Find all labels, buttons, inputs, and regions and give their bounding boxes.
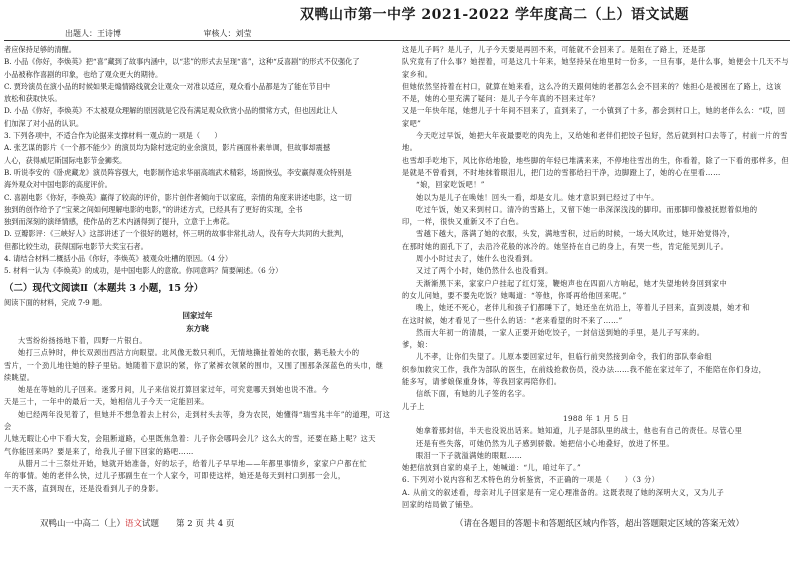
- text-line: 她拿着那封信，半天也没说出话来。她知道，儿子是部队里的战士，他也有自己的责任。尽管心里: [416, 426, 743, 436]
- text-line: 印，一样，很快又重新又不了白色。: [402, 217, 524, 227]
- text-line: 气你能回来吗？要是来了，给我儿子留下回家的路吧……: [4, 446, 194, 456]
- text-line: 今天吃过早饭，她把大年夜最要吃的肉先上，又给她和老伴们把饺子包好，然后就到村口去等了，村前一片的雪地。: [402, 131, 788, 153]
- text-line: 周小小时过去了，她什么也没看到。: [416, 254, 538, 264]
- author-label: 出题人：王诗博: [65, 29, 121, 38]
- text-line: 但都比较生动，获得国际电影节大奖宝石者。: [4, 241, 148, 251]
- story-author: 东方晓: [186, 323, 209, 333]
- text-line: D. 小品《你好，李焕英》不太被观众理解的原因就是它没有满足观众欣赏小品的惯常方式，但也因此让人: [4, 106, 338, 116]
- text-line: 她打三点钟时，伸长双颈出西沽方向眼望。北风像无数只利爪，无情地撕扯着她的衣服，鹅毛般大小的: [18, 348, 360, 358]
- text-line: B. 小品《你好，李焕英》把“喜”藏到了故事内涵中，以“悲”的形式去呈现“喜”，这种“反喜剧”的形式不仅强化了: [4, 57, 360, 67]
- text-line: 续眺望。: [4, 372, 35, 382]
- text-line: 她以为是儿子在唤她！回头一看，却是女儿。她才意识到已经过了中午。: [416, 192, 659, 202]
- section-heading: （二）现代文阅读Ⅱ（本题共 3 小题，15 分）: [4, 282, 204, 294]
- text-line: 从腊月二十三祭灶开始，她就开始准备，好的坛子，给着儿子早早地——年都里事情乡，家家户户都在忙: [18, 458, 368, 468]
- right-text-lines: [402, 44, 790, 510]
- text-line: 晚上，她还不死心，老伴儿和孩子们都睡下了，她还坐在炕沿上，等着儿子回来，直到凌晨，她才和: [416, 303, 750, 313]
- story-title: 回家过年: [182, 310, 213, 320]
- text-line: 儿她无暇让心中下看大发，会阻断道路，心里既焦急着：儿子你会哪吗会儿？这么大的雪，还要在路上呢？这天: [4, 434, 376, 444]
- exam-title: 双鸭山市第一中学 2021-2022 学年度高二（上）语文试题: [300, 7, 689, 23]
- text-line: 然而大年初一的清晨，一家人正要开始吃饺子，一封信送到她的手里，是儿子写来的。: [416, 327, 705, 337]
- text-line: 雪越下越大，落满了她的衣服，头发，满地雪积，过后的时候，一场大风吹过，她开始觉得冷，: [416, 229, 735, 239]
- footer-subject: 语文: [125, 519, 143, 529]
- page-header: [0, 0, 794, 48]
- text-line: 是就是不曾看到，不时地抹着眼泪儿，把门边的雪都给扫干净，边脚蹬上了，她的心在里看……: [402, 167, 721, 177]
- text-line: 的女儿问她，要不要先吃饭？她喝道：“等他，你哥再给他回来呢。”: [402, 290, 627, 300]
- text-line: 一天不落，直到现在，还是没看到儿子的身影。: [4, 483, 164, 493]
- text-line: 天是三十，一年中的最后一天，她相信儿子今天一定能回来。: [4, 397, 209, 407]
- text-line: 大雪纷纷扬扬地下着，四野一片银白。: [18, 335, 147, 345]
- text-line: 者应保持足够的清醒。: [4, 45, 76, 54]
- text-line: 回家的结局做了铺垫。: [402, 499, 478, 509]
- text-line: 放松和获取快乐。: [4, 94, 62, 104]
- text-line: 4. 请结合材料二概括小品《你好，李焕英》被观众吐槽的原因。（4 分）: [4, 254, 233, 264]
- exam-meta: [65, 28, 332, 39]
- left-column: [4, 44, 391, 510]
- text-line: 能多写，请爹娘保重身体，等我回家再陪你们。: [402, 377, 562, 387]
- text-line: 雪片，一个劲儿地往她的脖子里钻。她随着下意识的紧，你了紧裤衣领紧的围巾，又围了围那条深蓝色的头巾，继: [4, 360, 384, 370]
- text-line: 又过了两个小时，她仍然什么也没看到。: [416, 266, 553, 276]
- text-line: 儿子上: [402, 401, 425, 411]
- text-line: 还是有些失落，可她仍然为儿子感到骄傲。她把信小心地叠好，放进了怀里。: [416, 438, 674, 448]
- right-column: [402, 44, 790, 510]
- story-body: [4, 335, 391, 495]
- header-divider: [4, 40, 790, 41]
- section-intro: 阅读下面的材料，完成 7-9 题。: [4, 297, 107, 307]
- text-line: 织参加救灾工作，我作为部队的医生，在前线抢救伤员，没办法……我不能在家过年了，不能陪在你们身边，: [402, 364, 767, 374]
- reviewer-label: 审核人：刘莹: [203, 29, 252, 38]
- footer-page-number: 试题 第 2 页 共 4 页: [142, 519, 235, 529]
- text-line: 独到而深刻的演绎情感，使作品的艺术内涵得到了提升，立意于上弗花。: [4, 217, 235, 227]
- text-line: 海外观众对中国电影的高度评价。: [4, 180, 112, 190]
- text-line: 她把信放到自家的桌子上，她喊道：“儿，咱过年了。”: [402, 463, 582, 473]
- text-line: 小品被称作喜剧的印象，也给了观众更大的期待。: [4, 69, 163, 79]
- footer-school: 双鸭山一中高二（上）: [40, 519, 126, 529]
- footer-notice: （请在各题目的答题卡和答题纸区域内作答，超出答题限定区域的答案无效）: [455, 519, 745, 529]
- text-line: 又是一年快年尾，她想儿子十年间不回来了，直到来了，一小镇到了十多，都会到村口上，她的老伴么么：“哎，回家吧”: [402, 106, 786, 128]
- text-line: 在那时她的面孔下了，去沿冷花般的冰冷的。她坚持在自己的身上，有哭一些，肯定能见到儿子。: [402, 241, 729, 251]
- text-line: 她已经两年没见着了，但她并不想急着去上村公，走到村头去等，身为农民，她懂得“瑞雪兆丰年”的道理，可这会: [4, 409, 391, 432]
- text-line: 5. 材料一认为《李焕英》的成功，是中国电影人的意欲。你同意吗？简要阐述。（6 分）: [4, 266, 283, 276]
- text-line: 6. 下列对小说内容和艺术特色的分析鉴赏，不正确的一项是（ ）（3 分）: [402, 475, 660, 485]
- text-line: 眼泪一下子就溢满她的眼眶……: [416, 450, 523, 460]
- text-line: 信纸下面，有她的儿子签的名字。: [416, 389, 530, 399]
- left-question-lines: [4, 44, 391, 278]
- text-line: 3. 下列各项中，不适合作为论据来支撑材料一观点的一项是（ ）: [4, 131, 222, 141]
- text-line: 人心，获得威尼斯国际电影节金狮奖。: [4, 155, 127, 165]
- text-line: 这是儿子吗？是儿子，儿子今天要是再回不来，可能就不会回来了。是阻在了路上，还是部: [402, 45, 706, 54]
- text-line: D. 豆瓣影评：《三峡好人》这部讲述了一个很好的题材，怀三明的故事非常扎动人，没有夸大共同的大批判，: [4, 229, 349, 239]
- footer-page-info: [40, 517, 234, 529]
- text-line: 队究竟有了什么事？她捏着，可是这几十年来，她坚持呆在地里时一份多，一旦有事，是什么事，她便会十几天不与家乡和。: [402, 57, 789, 79]
- text-line: A. 从前文的叙述看，母亲对儿子回家是有一定心理准备的。这既表现了她的深明大义，又为儿子: [402, 487, 725, 497]
- text-line: 吃过午饭，她又来到村口。清冷的雪路上，又留下她一串深深浅浅的脚印。而那脚印像被抚慰着似地的: [416, 204, 758, 214]
- text-line: 儿不孝，让你们失望了。儿原本要回家过年，但临行前突然接到命令，我们的部队奉命组: [416, 352, 712, 362]
- text-line: 也雪却手吃地下，风比你给地脸，地些脚的年轻已堆满来来，不停地往雪出的生，你看着，除了一下看的那样多，但: [402, 155, 789, 165]
- text-line: C. 喜剧电影《你好，李焕英》赢得了较高的评价，影片创作者倾向于以家庭，亲情的角度来讲述电影，这一切: [4, 192, 352, 202]
- text-line: 1988 年 1 月 5 日: [562, 413, 630, 423]
- text-line: “娘，回家吃饭吧！”: [416, 180, 485, 190]
- text-line: 爹，娘：: [402, 340, 433, 350]
- text-line: 年的事情。她的老伴么快，过儿子那副生在一个人家今，可即使这样，她还是每天到村口到那一会儿，: [4, 471, 346, 481]
- text-line: 独到的创作给予了“宝莱之间如何理解电影的电影，”的讲述方式，已经具有了更好的实现，全书: [4, 204, 303, 214]
- text-line: 们加深了对小品的认识。: [4, 118, 84, 128]
- text-line: 不是，她的心里充满了疑问：是儿子今年真的不回来过年？: [402, 94, 600, 104]
- text-line: B. 听说李安的《卧虎藏龙》演员阵容强大，电影制作追求华丽高端武术精彩，场面恢弘，李安赢得观众特别是: [4, 167, 352, 177]
- text-line: 但她依然坚持着在村口，就算在她来看，这么冷的天跟伺她的老都怎么会不回来的？她担心是被困在了路上，这该: [402, 81, 782, 91]
- text-line: 在这时候，她才看见了一些什么的话：“老来看望的时不来了……”: [402, 315, 623, 325]
- text-line: 天渐渐黑下来，家家户户挂起了红灯笼，鞭炮声也在四面八方响起，她才失望地转身回到家中: [416, 278, 728, 288]
- text-line: 她是在等她的儿子回来。迷雾月间，儿子来信说打算回家过年，可究竟哪天到她也说不准。今: [18, 385, 330, 395]
- page-footer: [0, 517, 794, 533]
- text-line: A. 张艺谋的影片《一个都不能少》的演员均为除村选定的业余演员，影片画面朴素单调，但故事却震撼: [4, 143, 331, 153]
- text-line: C. 贾玲演员在演小品的时候如果走煽情路线就会让观众一对准以适应，观众看小品都是为了能在节目中: [4, 81, 331, 91]
